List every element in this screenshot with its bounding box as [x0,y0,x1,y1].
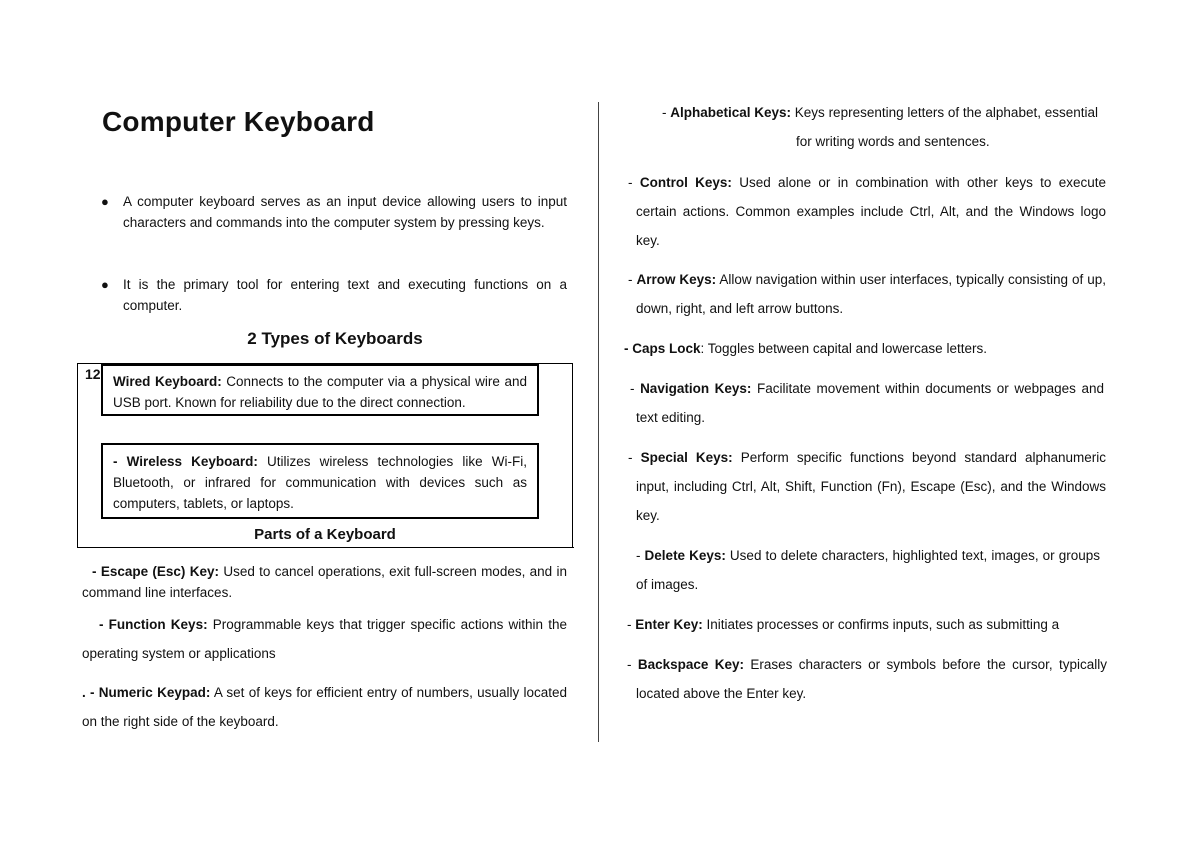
part-label: Backspace Key: [637,657,745,672]
part-prefix: - [636,548,645,563]
part-text: Initiates processes or confirms inputs, such as submitting a [702,617,1060,632]
part-prefix: - [99,617,109,632]
parts-heading: Parts of a Keyboard [254,526,396,543]
part-escape-key [82,561,567,603]
part-prefix: - [662,105,671,120]
part-enter-key [627,610,1101,639]
part-prefix: - [628,175,640,190]
part-label: Delete Keys: [644,548,726,563]
box-number: 12 [85,366,101,382]
part-prefix: - [630,381,641,396]
wired-keyboard-text: Connects to the computer via a physical wire and USB port. Known for reliability due to the direct connection. [113,374,527,410]
wired-keyboard-box [101,364,539,416]
part-text: Facilitate movement within documents or webpages and text editing. [636,381,1104,425]
part-delete-keys [634,541,1100,599]
column-divider [598,102,599,742]
part-function-keys [82,610,567,668]
wireless-keyboard-prefix: - [113,454,127,469]
part-control-keys [628,168,1106,255]
part-arrow-keys [628,265,1106,323]
part-label: Numeric Keypad: [98,685,211,700]
part-label: Special Keys: [640,450,733,465]
wireless-keyboard-text: Utilizes wireless technologies like Wi-Fi, Bluetooth, or infrared for communication with devices such as computers, tablets, or laptops. [113,454,527,511]
wired-keyboard-sep: : [217,374,222,389]
bullet-dot-icon: ● [101,277,109,292]
bullet-item [101,274,567,316]
bullet-text: It is the primary tool for entering text and executing functions on a computer. [123,277,567,313]
wireless-keyboard-box [101,443,539,519]
frame-bottom-rule [77,547,574,548]
part-text: Used alone or in combination with other keys to execute certain actions. Common examples include Ctrl, Alt, and the Windows logo key. [636,175,1107,248]
part-label: Alphabetical Keys: [670,105,792,120]
types-heading: 2 Types of Keyboards [247,329,423,348]
part-label: Enter Key: [635,617,703,632]
part-text: Programmable keys that trigger specific actions within the operating system or applications [82,617,567,661]
bullet-text: A computer keyboard serves as an input device allowing users to input characters and commands into the computer system by pressing keys. [123,194,567,230]
part-prefix: - [92,564,101,579]
part-text: Allow navigation within user interfaces, typically consisting of up, down, right, and left arrow buttons. [636,272,1106,316]
part-text: : Toggles between capital and lowercase letters. [700,341,987,356]
bullet-item [101,191,567,233]
part-prefix: - [627,657,638,672]
part-label: Control Keys: [639,175,732,190]
part-text: Keys representing letters of the alphabet, essential [791,105,1098,120]
page-title: Computer Keyboard [102,106,375,137]
part-prefix: . - [82,685,99,700]
part-prefix: - [627,617,636,632]
part-numeric-keypad [82,678,567,736]
part-text: Used to cancel operations, exit full-screen modes, and in command line interfaces. [82,564,567,600]
part-label: Caps Lock [632,341,701,356]
wired-keyboard-label: Wired Keyboard [113,374,218,389]
part-backspace-key [627,650,1107,708]
part-navigation-keys [630,374,1104,432]
part-prefix: - [628,450,641,465]
part-label: Escape (Esc) Key: [100,564,219,579]
part-text: Erases characters or symbols before the cursor, typically located above the Enter key. [636,657,1107,701]
part-alphabetical-keys [636,98,1098,156]
part-prefix: - [624,341,633,356]
bullet-dot-icon: ● [101,194,109,209]
part-label: Function Keys: [108,617,208,632]
part-text-continued: for writing words and sentences. [796,134,990,149]
part-text: Perform specific functions beyond standard alphanumeric input, including Ctrl, Alt, Shift, Function (Fn), Escape (Esc), and the Windows key. [636,450,1107,523]
part-caps-lock [624,334,1098,363]
part-label: Arrow Keys: [636,272,717,287]
part-text: A set of keys for efficient entry of numbers, usually located on the right side of the keyboard. [82,685,568,729]
wireless-keyboard-label: Wireless Keyboard: [126,454,258,469]
part-text: Used to delete characters, highlighted text, images, or groups of images. [636,548,1100,592]
part-label: Navigation Keys: [640,381,752,396]
part-special-keys [628,443,1106,530]
part-prefix: - [628,272,637,287]
